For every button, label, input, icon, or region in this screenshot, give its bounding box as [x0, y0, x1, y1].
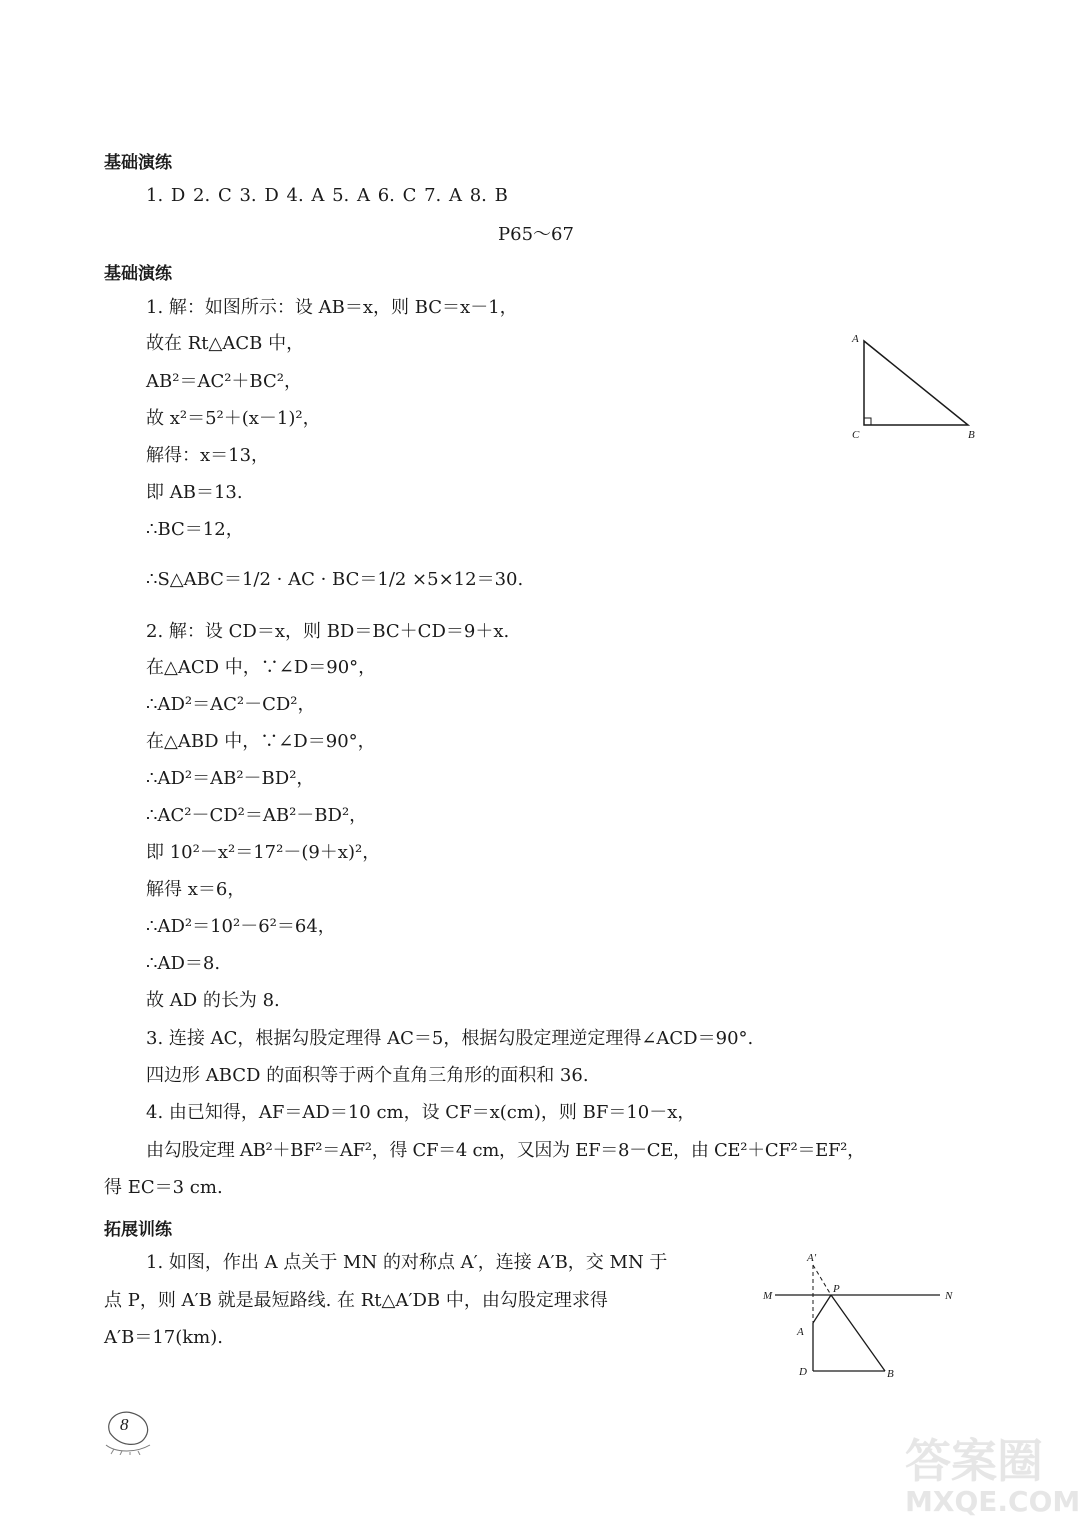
- point-label-a: A: [797, 1326, 804, 1338]
- solution-line: ∴AD²＝10²－6²＝64，: [146, 916, 336, 937]
- point-label-b: B: [887, 1368, 894, 1380]
- solution-line: 解得 x＝6，: [146, 879, 246, 900]
- solution-line: 2. 解：设 CD＝x，则 BD＝BC＋CD＝9＋x.: [146, 621, 510, 642]
- solution-line: 由勾股定理 AB²＋BF²＝AF²，得 CF＝4 cm，又因为 EF＝8－CE，由 CE²＋CF²＝EF²，: [146, 1140, 865, 1161]
- right-triangle-figure: [840, 330, 990, 445]
- watermark-logo-text: 答案圈: [905, 1434, 1043, 1488]
- vertex-label-c: C: [852, 429, 860, 441]
- solution-line: 在△ABD 中，∵∠D＝90°，: [146, 731, 376, 752]
- solution-line: 3. 连接 AC，根据勾股定理得 AC＝5，根据勾股定理逆定理得∠ACD＝90°.: [146, 1028, 754, 1049]
- solution-line: 4. 由已知得，AF＝AD＝10 cm，设 CF＝x(cm)，则 BF＝10－x，: [146, 1102, 696, 1123]
- page-number: 8: [120, 1415, 129, 1434]
- shortest-path-figure: [755, 1245, 970, 1385]
- solution-line: ∴AC²－CD²＝AB²－BD²，: [146, 805, 368, 826]
- dashed-segment-a-prime-p: [813, 1265, 831, 1295]
- segment-p-b: [831, 1295, 885, 1371]
- section-heading-basic-2: 基础演练: [104, 264, 172, 284]
- answer-key-line: 1. D 2. C 3. D 4. A 5. A 6. C 7. A 8. B: [146, 185, 508, 206]
- section-heading-extension: 拓展训练: [104, 1220, 172, 1240]
- segment-a-p: [813, 1295, 831, 1323]
- triangle-acb: [864, 341, 968, 425]
- solution-line: 1. 如图，作出 A 点关于 MN 的对称点 A′，连接 A′B，交 MN 于: [146, 1252, 668, 1273]
- solution-line: ∴AD²＝AB²－BD²，: [146, 768, 315, 789]
- solution-line: 四边形 ABCD 的面积等于两个直角三角形的面积和 36.: [146, 1065, 589, 1086]
- watermark-url: MXQE.COM: [905, 1485, 1080, 1518]
- point-label-n: N: [945, 1290, 953, 1302]
- solution-line: ∴AD²＝AC²－CD²，: [146, 694, 316, 715]
- solution-line: 即 AB＝13.: [146, 482, 243, 503]
- right-angle-mark: [864, 418, 871, 425]
- solution-line: 点 P，则 A′B 就是最短路线. 在 Rt△A′DB 中，由勾股定理求得: [104, 1290, 608, 1311]
- section-heading-basic-1: 基础演练: [104, 153, 172, 173]
- vertex-label-a: A: [852, 333, 859, 345]
- solution-line: ∴AD＝8.: [146, 953, 221, 974]
- solution-line: 故在 Rt△ACB 中，: [146, 333, 305, 354]
- solution-line: 即 10²－x²＝17²－(9＋x)²，: [146, 842, 381, 863]
- point-label-d: D: [799, 1366, 807, 1378]
- solution-line: 1. 解：如图所示：设 AB＝x，则 BC＝x－1，: [146, 297, 518, 318]
- vertex-label-b: B: [968, 429, 975, 441]
- point-label-p: P: [833, 1283, 840, 1295]
- leaf-ornament-icon: [100, 1405, 160, 1455]
- solution-line: 得 EC＝3 cm.: [104, 1177, 223, 1198]
- point-label-a-prime: A′: [807, 1252, 817, 1264]
- page-number-badge: [100, 1405, 160, 1455]
- solution-line: 故 AD 的长为 8.: [146, 990, 280, 1011]
- solution-line: 解得：x＝13，: [146, 445, 270, 466]
- solution-line-area: ∴S△ABC＝1/2 · AC · BC＝1/2 ×5×12＝30.: [146, 569, 524, 590]
- point-label-m: M: [763, 1290, 773, 1302]
- solution-line: 在△ACD 中，∵∠D＝90°，: [146, 657, 377, 678]
- solution-line: 故 x²＝5²＋(x－1)²，: [146, 408, 321, 429]
- solution-line: ∴BC＝12，: [146, 519, 244, 540]
- solution-line: A′B＝17(km).: [104, 1327, 223, 1348]
- page-range: P65～67: [498, 224, 574, 245]
- solution-line: AB²＝AC²＋BC²，: [146, 371, 302, 392]
